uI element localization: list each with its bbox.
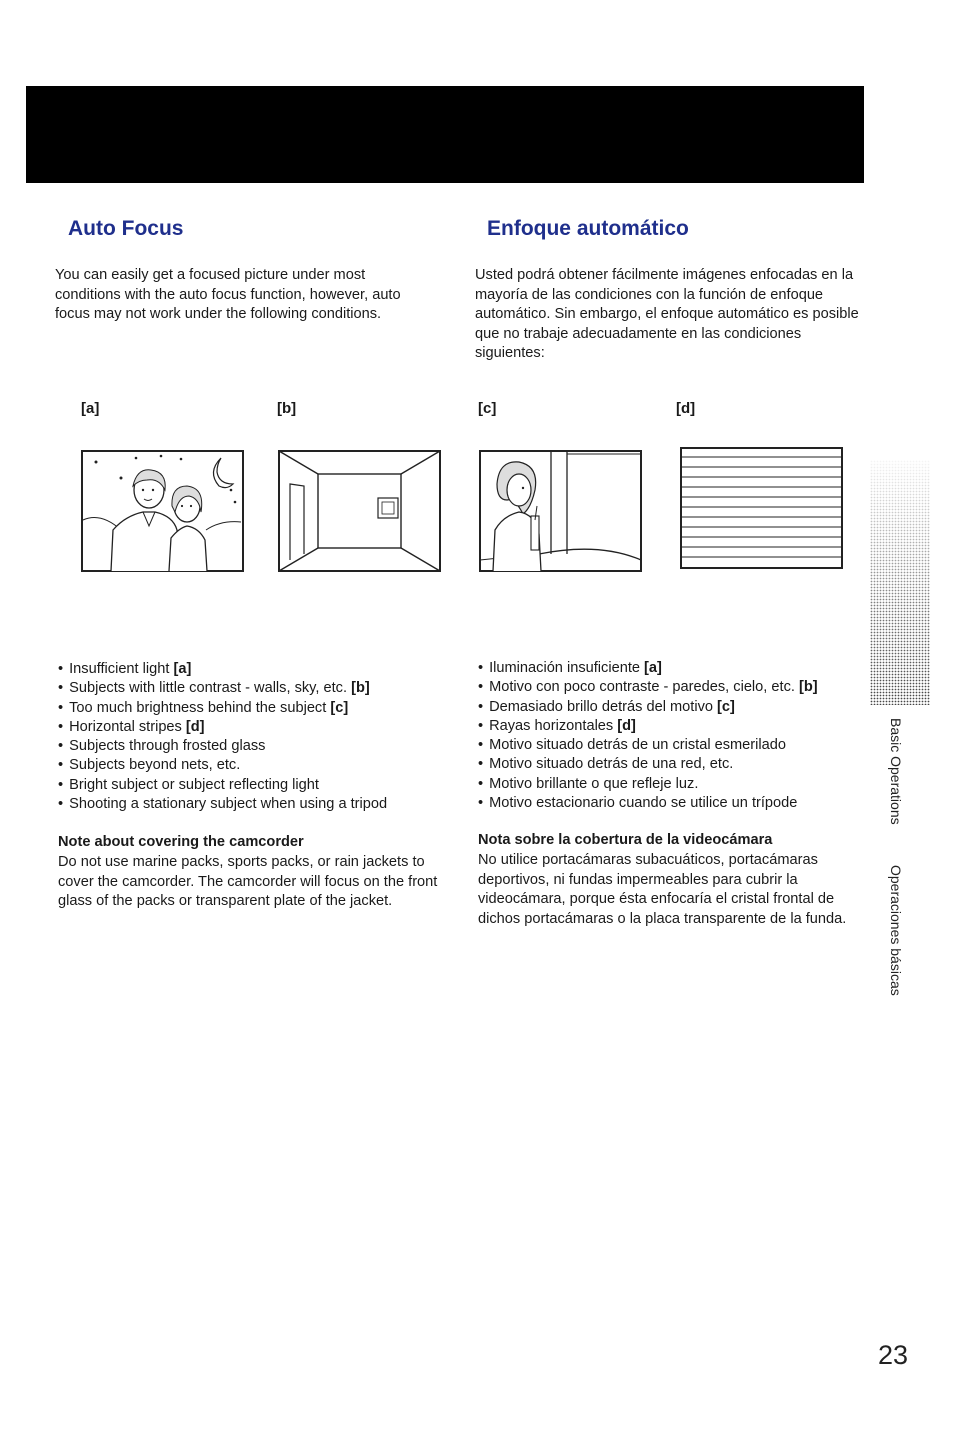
page-number: 23 [878, 1340, 909, 1370]
empty-room-illustration [278, 450, 441, 572]
list-item: • Too much brightness behind the subject [c] [58, 699, 387, 718]
spanish-title: Enfoque automático [487, 217, 689, 240]
spanish-intro: Usted podrá obtener fácilmente imágenes enfocadas en la mayoría de las condiciones con la función de enfoque automático. Sin embargo, el enfoque automático es posible que no trabaje adecuadamente en las condiciones siguientes: [475, 267, 859, 362]
header-banner [26, 86, 864, 183]
list-item: • Subjects with little contrast - walls, sky, etc. [b] [58, 679, 387, 698]
list-item: • Bright subject or subject reflecting light [58, 776, 387, 795]
side-label-spanish: Operaciones básicas [888, 865, 904, 996]
horizontal-stripes-illustration [680, 447, 843, 569]
list-item: • Horizontal stripes [d] [58, 718, 387, 737]
english-condition-list [58, 660, 387, 814]
list-item: • Motivo estacionario cuando se utilice un trípode [478, 794, 818, 813]
english-note-title: Note about covering the camcorder [58, 834, 304, 850]
spanish-condition-list [478, 659, 818, 813]
list-item: • Shooting a stationary subject when using a tripod [58, 795, 387, 814]
list-item: • Iluminación insuficiente [a] [478, 659, 818, 678]
illustration-label-d: [d] [676, 400, 696, 417]
spanish-note-body: No utilice portacámaras subacuáticos, portacámaras deportivos, ni fundas impermeables para cubrir la videocámara, porque ésta enfocaría el cristal frontal de dichos portacámaras o la placa transparente de la funda. [478, 852, 847, 927]
english-intro: You can easily get a focused picture under most conditions with the auto focus function, however, auto focus may not work under the following conditions. [55, 267, 401, 323]
illustration-label-a: [a] [81, 400, 100, 417]
english-note-body: Do not use marine packs, sports packs, or rain jackets to cover the camcorder. The camcorder will focus on the front glass of the packs or transparent plate of the jacket. [58, 854, 438, 910]
backlit-woman-illustration [479, 450, 642, 572]
list-item: • Subjects through frosted glass [58, 737, 387, 756]
list-item: • Subjects beyond nets, etc. [58, 756, 387, 775]
spanish-note-title: Nota sobre la cobertura de la videocámara [478, 832, 773, 848]
list-item: • Motivo situado detrás de una red, etc. [478, 755, 818, 774]
list-item: • Demasiado brillo detrás del motivo [c] [478, 698, 818, 717]
section-thumb-tab [870, 460, 930, 705]
list-item: • Rayas horizontales [d] [478, 717, 818, 736]
list-item: • Insufficient light [a] [58, 660, 387, 679]
illustration-label-c: [c] [478, 400, 497, 417]
list-item: • Motivo con poco contraste - paredes, cielo, etc. [b] [478, 678, 818, 697]
english-title: Auto Focus [68, 217, 184, 240]
list-item: • Motivo brillante o que refleje luz. [478, 775, 818, 794]
night-couple-illustration [81, 450, 244, 572]
side-label-english: Basic Operations [888, 718, 904, 825]
list-item: • Motivo situado detrás de un cristal esmerilado [478, 736, 818, 755]
illustration-label-b: [b] [277, 400, 297, 417]
